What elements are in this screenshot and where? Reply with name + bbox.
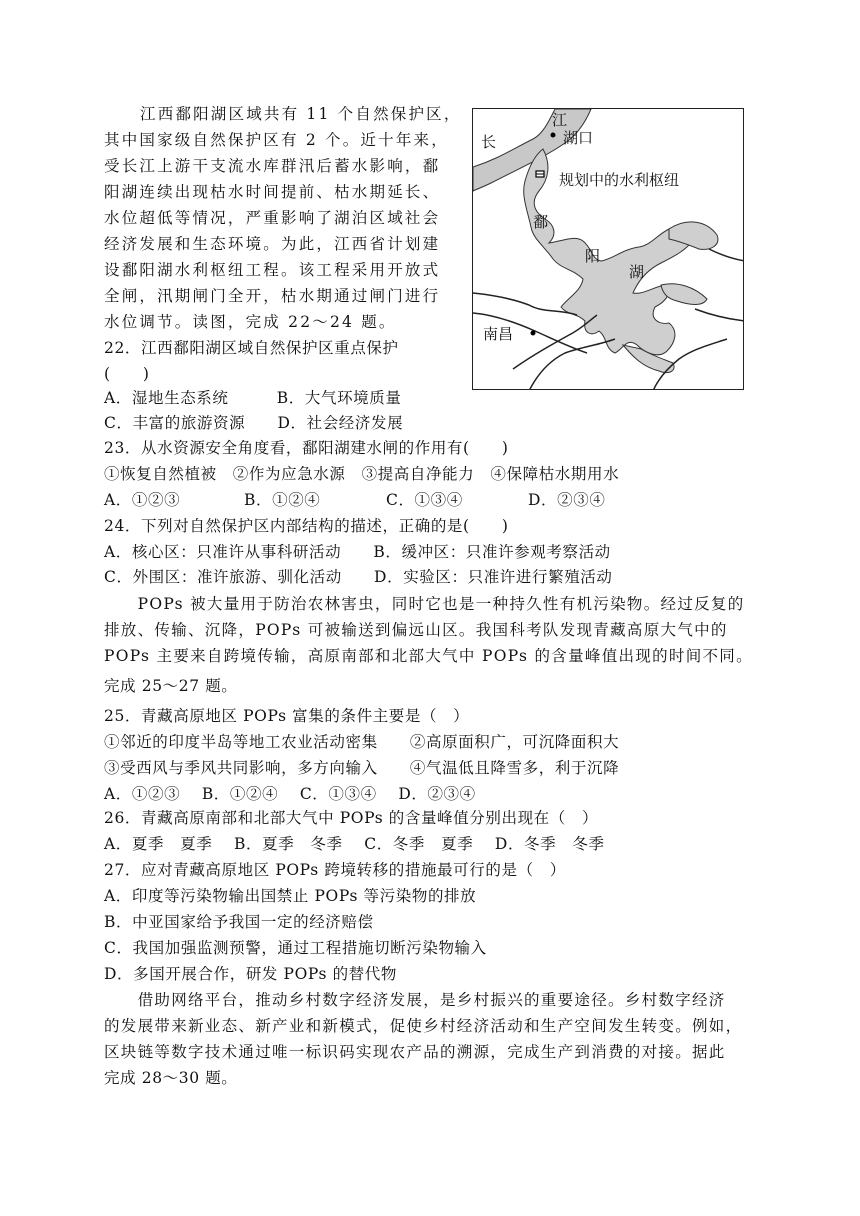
q23-option-b: B．①②④ <box>244 491 321 509</box>
q24-options-1: A．核心区：只准许从事科研活动 B．缓冲区：只准许参观考察活动 <box>104 543 611 561</box>
intro1-line-5: 水位超低等情况，严重影响了湖泊区域社会 <box>104 209 441 227</box>
intro2-line-1: POPs 被大量用于防治农林害虫，同时它也是一种持久性有机污染物。经过反复的 <box>104 595 745 613</box>
poyang-lake-map <box>472 108 744 390</box>
intro3-line-4: 完成 28～30 题。 <box>104 1069 238 1087</box>
q25-options: A．①②③ B．①②④ C．①③④ D．②③④ <box>104 785 476 803</box>
lake-southeast-lobe <box>661 284 707 305</box>
q25-items-1: ①邻近的印度半岛等地工农业活动密集 ②高原面积广，可沉降面积大 <box>104 733 620 751</box>
intro1-line-2: 其中国家级自然保护区有 2 个。近十年来， <box>104 131 449 149</box>
map-label-nanchang: 南昌 <box>483 325 514 343</box>
q24-options-2: C．外围区：准许旅游、驯化活动 D．实验区：只准许进行繁殖活动 <box>104 568 613 586</box>
intro1-line-1: 江西鄱阳湖区域共有 11 个自然保护区， <box>140 105 462 123</box>
river-line-6 <box>695 309 744 321</box>
map-drawing <box>473 109 744 390</box>
map-label-jiang: 江 <box>552 111 568 129</box>
q27-option-d: D．多国开展合作，研发 POPs 的替代物 <box>104 965 397 983</box>
intro1-line-6: 经济发展和生态环境。为此，江西省计划建 <box>104 235 441 253</box>
q27-option-a: A．印度等污染物输出国禁止 POPs 等污染物的排放 <box>104 887 477 905</box>
map-label-hu: 湖 <box>629 263 645 281</box>
q23-stem: 23．从水资源安全角度看，鄱阳湖建水闸的作用有( ) <box>104 439 509 457</box>
intro2-line-4: 完成 25～27 题。 <box>104 677 238 695</box>
map-label-po: 鄱 <box>533 213 549 231</box>
intro1-line-9: 水位调节。读图，完成 22～24 题。 <box>104 313 397 331</box>
q23-option-d: D．②③④ <box>528 491 606 509</box>
river-line-7 <box>709 249 744 261</box>
q23-items: ①恢复自然植被 ②作为应急水源 ③提高自净能力 ④保障枯水期用水 <box>104 465 620 483</box>
intro1-line-3: 受长江上游干支流水库群汛后蓄水影响，鄱 <box>104 157 441 175</box>
intro3-line-1: 借助网络平台，推动乡村数字经济发展，是乡村振兴的重要途径。乡村数字经济 <box>104 991 726 1009</box>
q27-option-b: B．中亚国家给予我国一定的经济赔偿 <box>104 913 374 931</box>
hukou-point <box>551 133 556 138</box>
intro1-line-7: 设鄱阳湖水利枢纽工程。该工程采用开放式 <box>104 261 441 279</box>
q27-stem: 27．应对青藏高原地区 POPs 跨境转移的措施最可行的是（ ） <box>104 861 566 879</box>
intro1-line-4: 阳湖连续出现枯水时间提前、枯水期延长、 <box>104 183 441 201</box>
q26-stem: 26．青藏高原南部和北部大气中 POPs 的含量峰值分别出现在（ ） <box>104 809 599 827</box>
intro1-line-8: 全闸，汛期闸门全开，枯水期通过闸门进行 <box>104 287 441 305</box>
intro2-line-3: POPs 主要来自跨境传输，高原南部和北部大气中 POPs 的含量峰值出现的时间不同。 <box>104 647 753 665</box>
q22-options-1: A．湿地生态系统 B．大气环境质量 <box>104 389 402 407</box>
map-label-hub: 规划中的水利枢纽 <box>559 171 680 189</box>
intro2-line-2: 排放、传输、沉降，POPs 可被输送到偏远山区。我国科考队发现青藏高原大气中的 <box>104 621 728 639</box>
intro3-line-3: 区块链等数字技术通过唯一标识码实现农产品的溯源，完成生产到消费的对接。据此 <box>104 1043 726 1061</box>
q22-stem: 22．江西鄱阳湖区域自然保护区重点保护 <box>104 339 399 357</box>
q27-option-c: C．我国加强监测预警，通过工程措施切断污染物输入 <box>104 939 487 957</box>
q23-option-a: A．①②③ <box>104 491 181 509</box>
q26-options: A．夏季 夏季 B．夏季 冬季 C．冬季 夏季 D．冬季 冬季 <box>104 835 605 853</box>
river-line-1 <box>473 293 577 315</box>
nanchang-point <box>531 331 536 336</box>
q23-option-c: C．①③④ <box>386 491 463 509</box>
map-label-chang: 长 <box>481 133 497 151</box>
q25-stem: 25．青藏高原地区 POPs 富集的条件主要是（ ） <box>104 707 470 725</box>
map-label-yang: 阳 <box>585 247 601 265</box>
q22-paren: ( ) <box>104 365 150 383</box>
intro3-line-2: 的发展带来新业态、新产业和新模式，促使乡村经济活动和生产空间发生转变。例如， <box>104 1017 743 1035</box>
q24-stem: 24．下列对自然保护区内部结构的描述，正确的是( ) <box>104 517 509 535</box>
q23-options <box>104 490 605 510</box>
q25-items-2: ③受西风与季风共同影响，多方向输入 ④气温低且降雪多，利于沉降 <box>104 759 620 777</box>
q22-options-2: C．丰富的旅游资源 D．社会经济发展 <box>104 414 404 432</box>
map-label-hukou: 湖口 <box>563 129 594 147</box>
